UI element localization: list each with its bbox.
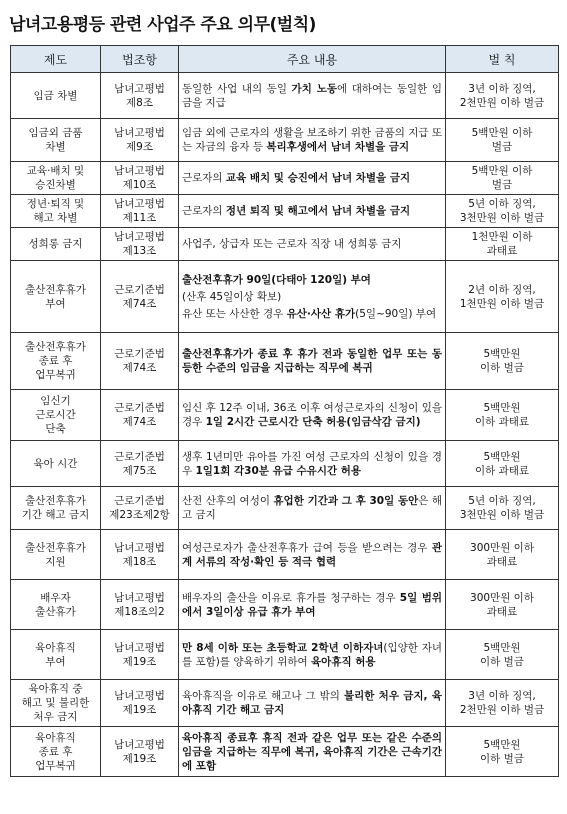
penalty-cell <box>446 119 559 162</box>
penalty-cell <box>446 261 559 333</box>
law-cell <box>101 727 179 777</box>
content-paragraph <box>182 641 442 669</box>
content-text: 은 해고 금지 <box>182 495 442 521</box>
penalty-cell-text: 300만원 이하 과태료 <box>470 541 534 568</box>
law-cell <box>101 390 179 441</box>
law-cell <box>101 228 179 261</box>
system-cell <box>11 261 101 333</box>
table-row <box>11 390 559 441</box>
system-cell <box>11 680 101 727</box>
content-cell <box>179 228 446 261</box>
content-cell <box>179 333 446 390</box>
table-row <box>11 261 559 333</box>
law-cell-text: 남녀고평법 제18조 <box>114 541 165 568</box>
table-row <box>11 487 559 530</box>
table-row <box>11 680 559 727</box>
content-paragraph <box>182 171 442 185</box>
law-cell-text: 근로기준법 제74조 <box>114 283 165 310</box>
law-cell <box>101 530 179 580</box>
content-text: 임신 후 12주 이내, 36조 이후 여성근로자의 신청이 있을 경우 <box>182 402 442 428</box>
penalty-cell-text: 2년 이하 징역, 1천만원 이하 벌금 <box>459 283 545 310</box>
header-row <box>11 46 559 73</box>
content-cell <box>179 487 446 530</box>
penalty-cell-text: 5년 이하 징역, 3천만원 이하 벌금 <box>459 198 545 224</box>
page-title: 남녀고용평등 관련 사업주 주요 의무(벌칙) <box>9 15 316 35</box>
law-cell-text: 근로기준법 제23조제2항 <box>109 495 170 521</box>
content-paragraph <box>182 450 442 478</box>
table-row <box>11 630 559 680</box>
system-cell <box>11 73 101 119</box>
content-paragraph <box>182 126 442 154</box>
content-emphasis: 만 8세 이하 또는 초등학교 2학년 이하자녀 <box>182 641 384 654</box>
law-cell <box>101 441 179 487</box>
law-cell <box>101 261 179 333</box>
content-emphasis: 1일 2시간 근로시간 단축 허용(임금삭감 금지) <box>205 416 421 428</box>
penalty-cell-text: 1천만원 이하 과태료 <box>471 231 533 257</box>
content-text: 산전 산후의 여성이 <box>182 495 274 507</box>
law-cell <box>101 162 179 195</box>
content-cell <box>179 530 446 580</box>
header-content: 주요 내용 <box>179 46 446 73</box>
header-penalty: 벌 칙 <box>446 46 559 73</box>
system-cell-text: 배우자 출산휴가 <box>35 591 76 618</box>
system-cell <box>11 195 101 228</box>
penalty-cell <box>446 228 559 261</box>
system-cell-text: 교육·배치 및 승진차별 <box>26 165 85 191</box>
content-emphasis: 출산전후휴가 90일(다태아 120일) 부여 <box>182 273 371 286</box>
law-cell-text: 남녀고평법 제18조의2 <box>114 591 165 618</box>
penalty-cell <box>446 530 559 580</box>
content-cell <box>179 195 446 228</box>
law-cell-text: 남녀고평법 제11조 <box>114 198 165 224</box>
content-text: 사업주, 상급자 또는 근로자 직장 내 성희롱 금지 <box>182 238 402 250</box>
table-row <box>11 228 559 261</box>
content-text: 여성근로자가 출산전후휴가 급여 등을 받으려는 경우 <box>182 541 432 554</box>
penalty-cell <box>446 162 559 195</box>
penalty-cell-text: 300만원 이하 과태료 <box>470 591 534 618</box>
duties-table <box>10 45 559 777</box>
system-cell <box>11 162 101 195</box>
table-row <box>11 580 559 630</box>
content-text: 에 대하여는 동일한 임금을 지급 <box>182 82 442 109</box>
content-text: (산후 45일이상 확보) <box>182 290 282 303</box>
system-cell <box>11 630 101 680</box>
penalty-cell-text: 5년 이하 징역, 3천만원 이하 벌금 <box>459 495 545 521</box>
content-cell <box>179 580 446 630</box>
table-row <box>11 530 559 580</box>
law-cell-text: 남녀고평법 제19조 <box>114 690 165 716</box>
content-paragraph <box>182 731 442 773</box>
content-emphasis: 복리후생에서 남녀 차별을 금지 <box>266 141 410 153</box>
law-cell-text: 남녀고평법 제13조 <box>114 231 165 257</box>
law-cell <box>101 580 179 630</box>
table-row <box>11 441 559 487</box>
header-system: 제도 <box>11 46 101 73</box>
content-cell <box>179 680 446 727</box>
system-cell-text: 출산전후휴가 기간 해고 금지 <box>21 495 90 521</box>
content-cell <box>179 441 446 487</box>
content-text: 유산 또는 사산한 경우 <box>182 307 287 320</box>
law-cell-text: 남녀고평법 제9조 <box>114 127 165 153</box>
system-cell-text: 정년·퇴직 및 해고 차별 <box>26 198 85 224</box>
content-cell <box>179 390 446 441</box>
law-cell-text: 남녀고평법 제19조 <box>114 641 165 668</box>
content-text: 임금 외에 근로자의 생활을 보조하기 위한 금품의 지급 또는 자금의 융자 등 <box>182 127 442 153</box>
penalty-cell-text: 5백만원 이하 과태료 <box>474 402 530 428</box>
penalty-cell <box>446 195 559 228</box>
law-cell <box>101 630 179 680</box>
system-cell-text: 성희롱 금지 <box>28 238 83 250</box>
content-emphasis: 정년 퇴직 및 해고에서 남녀 차별을 금지 <box>225 205 411 217</box>
content-paragraph <box>182 204 442 218</box>
content-text: 동일한 사업 내의 동일 <box>182 82 292 95</box>
table-body <box>11 73 559 777</box>
table-row <box>11 162 559 195</box>
content-emphasis: 불리한 처우 금지, 육아휴직 기간 해고 금지 <box>182 690 442 716</box>
content-paragraph <box>182 273 442 287</box>
law-cell-text: 근로기준법 제74조 <box>114 348 165 374</box>
content-emphasis: 휴업한 기간과 그 후 30일 동안 <box>273 495 419 507</box>
content-emphasis: 교육 배치 및 승진에서 남녀 차별을 금지 <box>225 172 411 184</box>
content-paragraph <box>182 237 442 251</box>
system-cell-text: 육아휴직 부여 <box>35 641 76 668</box>
law-cell <box>101 119 179 162</box>
table-row <box>11 195 559 228</box>
content-emphasis: 육아휴직 허용 <box>311 655 376 668</box>
penalty-cell <box>446 727 559 777</box>
content-paragraph <box>182 591 442 619</box>
penalty-cell-text: 5백만원 이하 벌금 <box>471 127 533 153</box>
law-cell <box>101 333 179 390</box>
penalty-cell-text: 5백만원 이하 벌금 <box>471 165 533 191</box>
table-row <box>11 333 559 390</box>
content-text: 생후 1년미만 유아를 가진 여성 근로자의 신청이 있을 경우 <box>182 450 442 477</box>
penalty-cell <box>446 73 559 119</box>
content-text: 근로자의 <box>182 205 226 217</box>
content-text: 근로자의 <box>182 172 226 184</box>
content-paragraph <box>182 307 442 321</box>
content-emphasis: 5일 범위에서 3일이상 유급 휴가 부여 <box>182 591 442 618</box>
content-cell <box>179 119 446 162</box>
penalty-cell <box>446 333 559 390</box>
content-text: 배우자의 출산을 이유로 휴가를 청구하는 경우 <box>182 591 400 604</box>
content-text: (5일~90일) 부여 <box>355 307 437 320</box>
content-emphasis: 유산·사산 휴가 <box>286 307 356 320</box>
system-cell <box>11 487 101 530</box>
system-cell-text: 육아휴직 종료 후 업무복귀 <box>35 731 76 772</box>
law-cell-text: 남녀고평법 제10조 <box>114 165 165 191</box>
law-cell <box>101 195 179 228</box>
penalty-cell-text: 3년 이하 징역, 2천만원 이하 벌금 <box>459 82 545 109</box>
content-paragraph <box>182 689 442 717</box>
penalty-cell <box>446 680 559 727</box>
system-cell <box>11 530 101 580</box>
content-cell <box>179 73 446 119</box>
content-text: 육아휴직을 이유로 해고나 그 밖의 <box>182 690 344 702</box>
penalty-cell-text: 5백만원 이하 과태료 <box>474 450 530 477</box>
header-law: 법조항 <box>101 46 179 73</box>
content-paragraph <box>182 494 442 522</box>
system-cell-text: 임금외 금품 차별 <box>28 127 83 153</box>
content-cell <box>179 727 446 777</box>
content-paragraph <box>182 290 442 304</box>
law-cell <box>101 73 179 119</box>
law-cell-text: 근로기준법 제74조 <box>114 402 165 428</box>
system-cell <box>11 441 101 487</box>
system-cell-text: 출산전후휴가 종료 후 업무복귀 <box>25 341 86 381</box>
system-cell-text: 출산전후휴가 부여 <box>25 283 86 310</box>
penalty-cell <box>446 441 559 487</box>
content-cell <box>179 630 446 680</box>
content-paragraph <box>182 401 442 429</box>
content-emphasis: 육아휴직 종료후 휴직 전과 같은 업무 또는 같은 수준의 임금을 지급하는 직무에 복귀, 육아휴직 기간은 근속기간에 포함 <box>182 731 442 772</box>
law-cell-text: 남녀고평법 제8조 <box>114 82 165 109</box>
content-paragraph <box>182 541 442 569</box>
penalty-cell-text: 5백만원 이하 벌금 <box>480 348 524 374</box>
system-cell <box>11 727 101 777</box>
system-cell-text: 임금 차별 <box>33 89 78 102</box>
table-row <box>11 727 559 777</box>
law-cell <box>101 680 179 727</box>
table-row <box>11 73 559 119</box>
penalty-cell <box>446 630 559 680</box>
content-text: (입양한 자녀를 포함)를 양육하기 위하여 <box>182 641 442 668</box>
content-emphasis: 가치 노동 <box>291 82 338 95</box>
system-cell-text: 육아 시간 <box>33 457 78 470</box>
penalty-cell <box>446 487 559 530</box>
penalty-cell-text: 5백만원 이하 벌금 <box>480 738 524 765</box>
content-cell <box>179 261 446 333</box>
content-emphasis: 관계 서류의 작성·확인 등 적극 협력 <box>182 541 442 568</box>
system-cell <box>11 580 101 630</box>
content-emphasis: 1일1회 각30분 유급 수유시간 허용 <box>195 464 362 477</box>
penalty-cell <box>446 390 559 441</box>
table-row <box>11 119 559 162</box>
law-cell-text: 근로기준법 제75조 <box>114 450 165 477</box>
system-cell <box>11 390 101 441</box>
content-paragraph <box>182 347 442 375</box>
system-cell <box>11 119 101 162</box>
content-emphasis: 출산전후휴가가 종료 후 휴가 전과 동일한 업무 또는 동등한 수준의 임금을 지급하는 직무에 복귀 <box>182 348 442 374</box>
content-cell <box>179 162 446 195</box>
penalty-cell-text: 3년 이하 징역, 2천만원 이하 벌금 <box>459 690 545 716</box>
law-cell <box>101 487 179 530</box>
system-cell-text: 임신기 근로시간 단축 <box>35 395 76 435</box>
system-cell-text: 출산전후휴가 지원 <box>25 541 86 568</box>
system-cell <box>11 228 101 261</box>
system-cell <box>11 333 101 390</box>
system-cell-text: 육아휴직 중 해고 및 불리한 처우 금지 <box>21 683 90 723</box>
law-cell-text: 남녀고평법 제19조 <box>114 738 165 765</box>
content-paragraph <box>182 82 442 110</box>
penalty-cell <box>446 580 559 630</box>
penalty-cell-text: 5백만원 이하 벌금 <box>480 641 524 668</box>
